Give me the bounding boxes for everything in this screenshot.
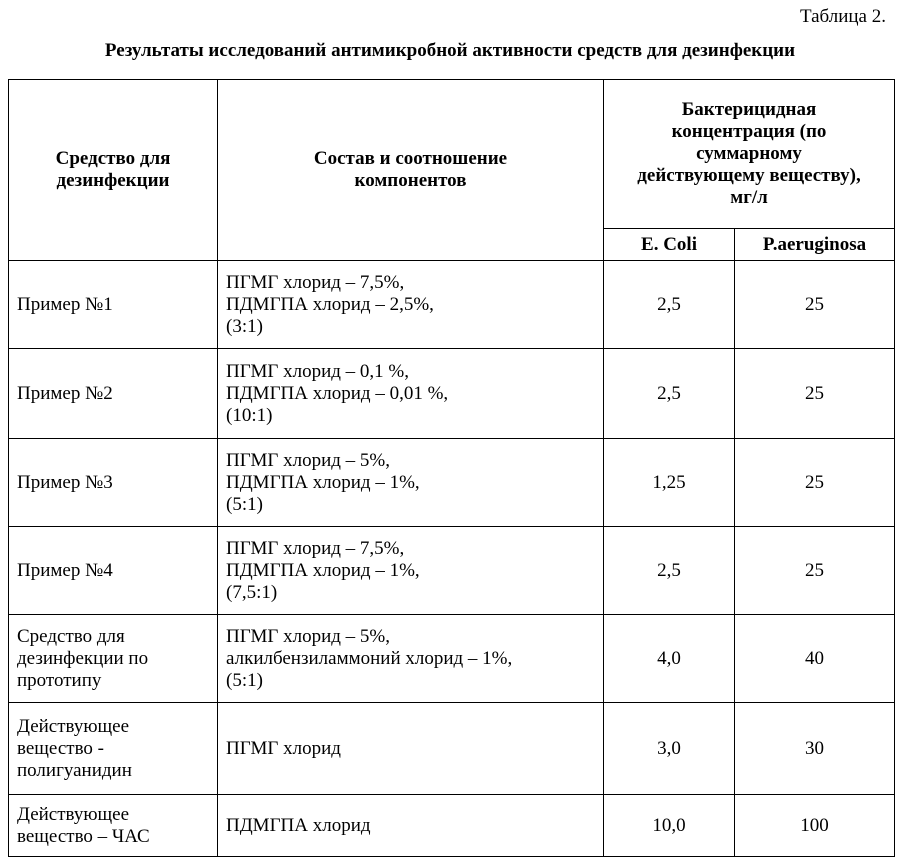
cell-composition: ПГМГ хлорид – 7,5%, ПДМГПА хлорид – 1%, (7,5:1) [218,527,604,615]
cell-composition: ПГМГ хлорид – 7,5%, ПДМГПА хлорид – 2,5%, (3:1) [218,261,604,349]
results-table [8,79,895,857]
cell-composition: ПГМГ хлорид – 5%, ПДМГПА хлорид – 1%, (5:1) [218,439,604,527]
cell-composition: ПГМГ хлорид – 0,1 %, ПДМГПА хлорид – 0,01 %, (10:1) [218,349,604,439]
cell-agent: Пример №3 [9,439,218,527]
table-title: Результаты исследований антимикробной активности средств для дезинфекции [104,40,796,61]
table-number-label: Таблица 2. [799,6,886,27]
cell-ecoli: 2,5 [604,527,735,615]
table-row [9,795,895,857]
table-row [9,703,895,795]
cell-composition: ПГМГ хлорид [218,703,604,795]
table-row [9,439,895,527]
cell-paeruginosa: 25 [735,261,895,349]
cell-paeruginosa: 30 [735,703,895,795]
cell-paeruginosa: 25 [735,527,895,615]
cell-composition: ПГМГ хлорид – 5%, алкилбензиламмоний хлорид – 1%, (5:1) [218,615,604,703]
table-row [9,349,895,439]
cell-agent: Действующее вещество - полигуанидин [9,703,218,795]
header-row-top [9,80,895,229]
cell-composition: ПДМГПА хлорид [218,795,604,857]
header-agent: Средство для дезинфекции [9,80,218,261]
cell-ecoli: 2,5 [604,261,735,349]
table-row [9,615,895,703]
cell-paeruginosa: 40 [735,615,895,703]
cell-ecoli: 1,25 [604,439,735,527]
cell-ecoli: 3,0 [604,703,735,795]
cell-ecoli: 2,5 [604,349,735,439]
cell-paeruginosa: 100 [735,795,895,857]
cell-agent: Пример №2 [9,349,218,439]
header-ecoli: E. Coli [604,229,735,261]
cell-agent: Средство для дезинфекции по прототипу [9,615,218,703]
cell-ecoli: 4,0 [604,615,735,703]
header-composition: Состав и соотношение компонентов [218,80,604,261]
header-paeruginosa: P.aeruginosa [735,229,895,261]
cell-agent: Действующее вещество – ЧАС [9,795,218,857]
cell-ecoli: 10,0 [604,795,735,857]
cell-paeruginosa: 25 [735,439,895,527]
table-row [9,261,895,349]
cell-agent: Пример №4 [9,527,218,615]
cell-agent: Пример №1 [9,261,218,349]
header-bactericidal-concentration: Бактерицидная концентрация (по суммарному действующему веществу), мг/л [604,80,895,229]
cell-paeruginosa: 25 [735,349,895,439]
table-row [9,527,895,615]
